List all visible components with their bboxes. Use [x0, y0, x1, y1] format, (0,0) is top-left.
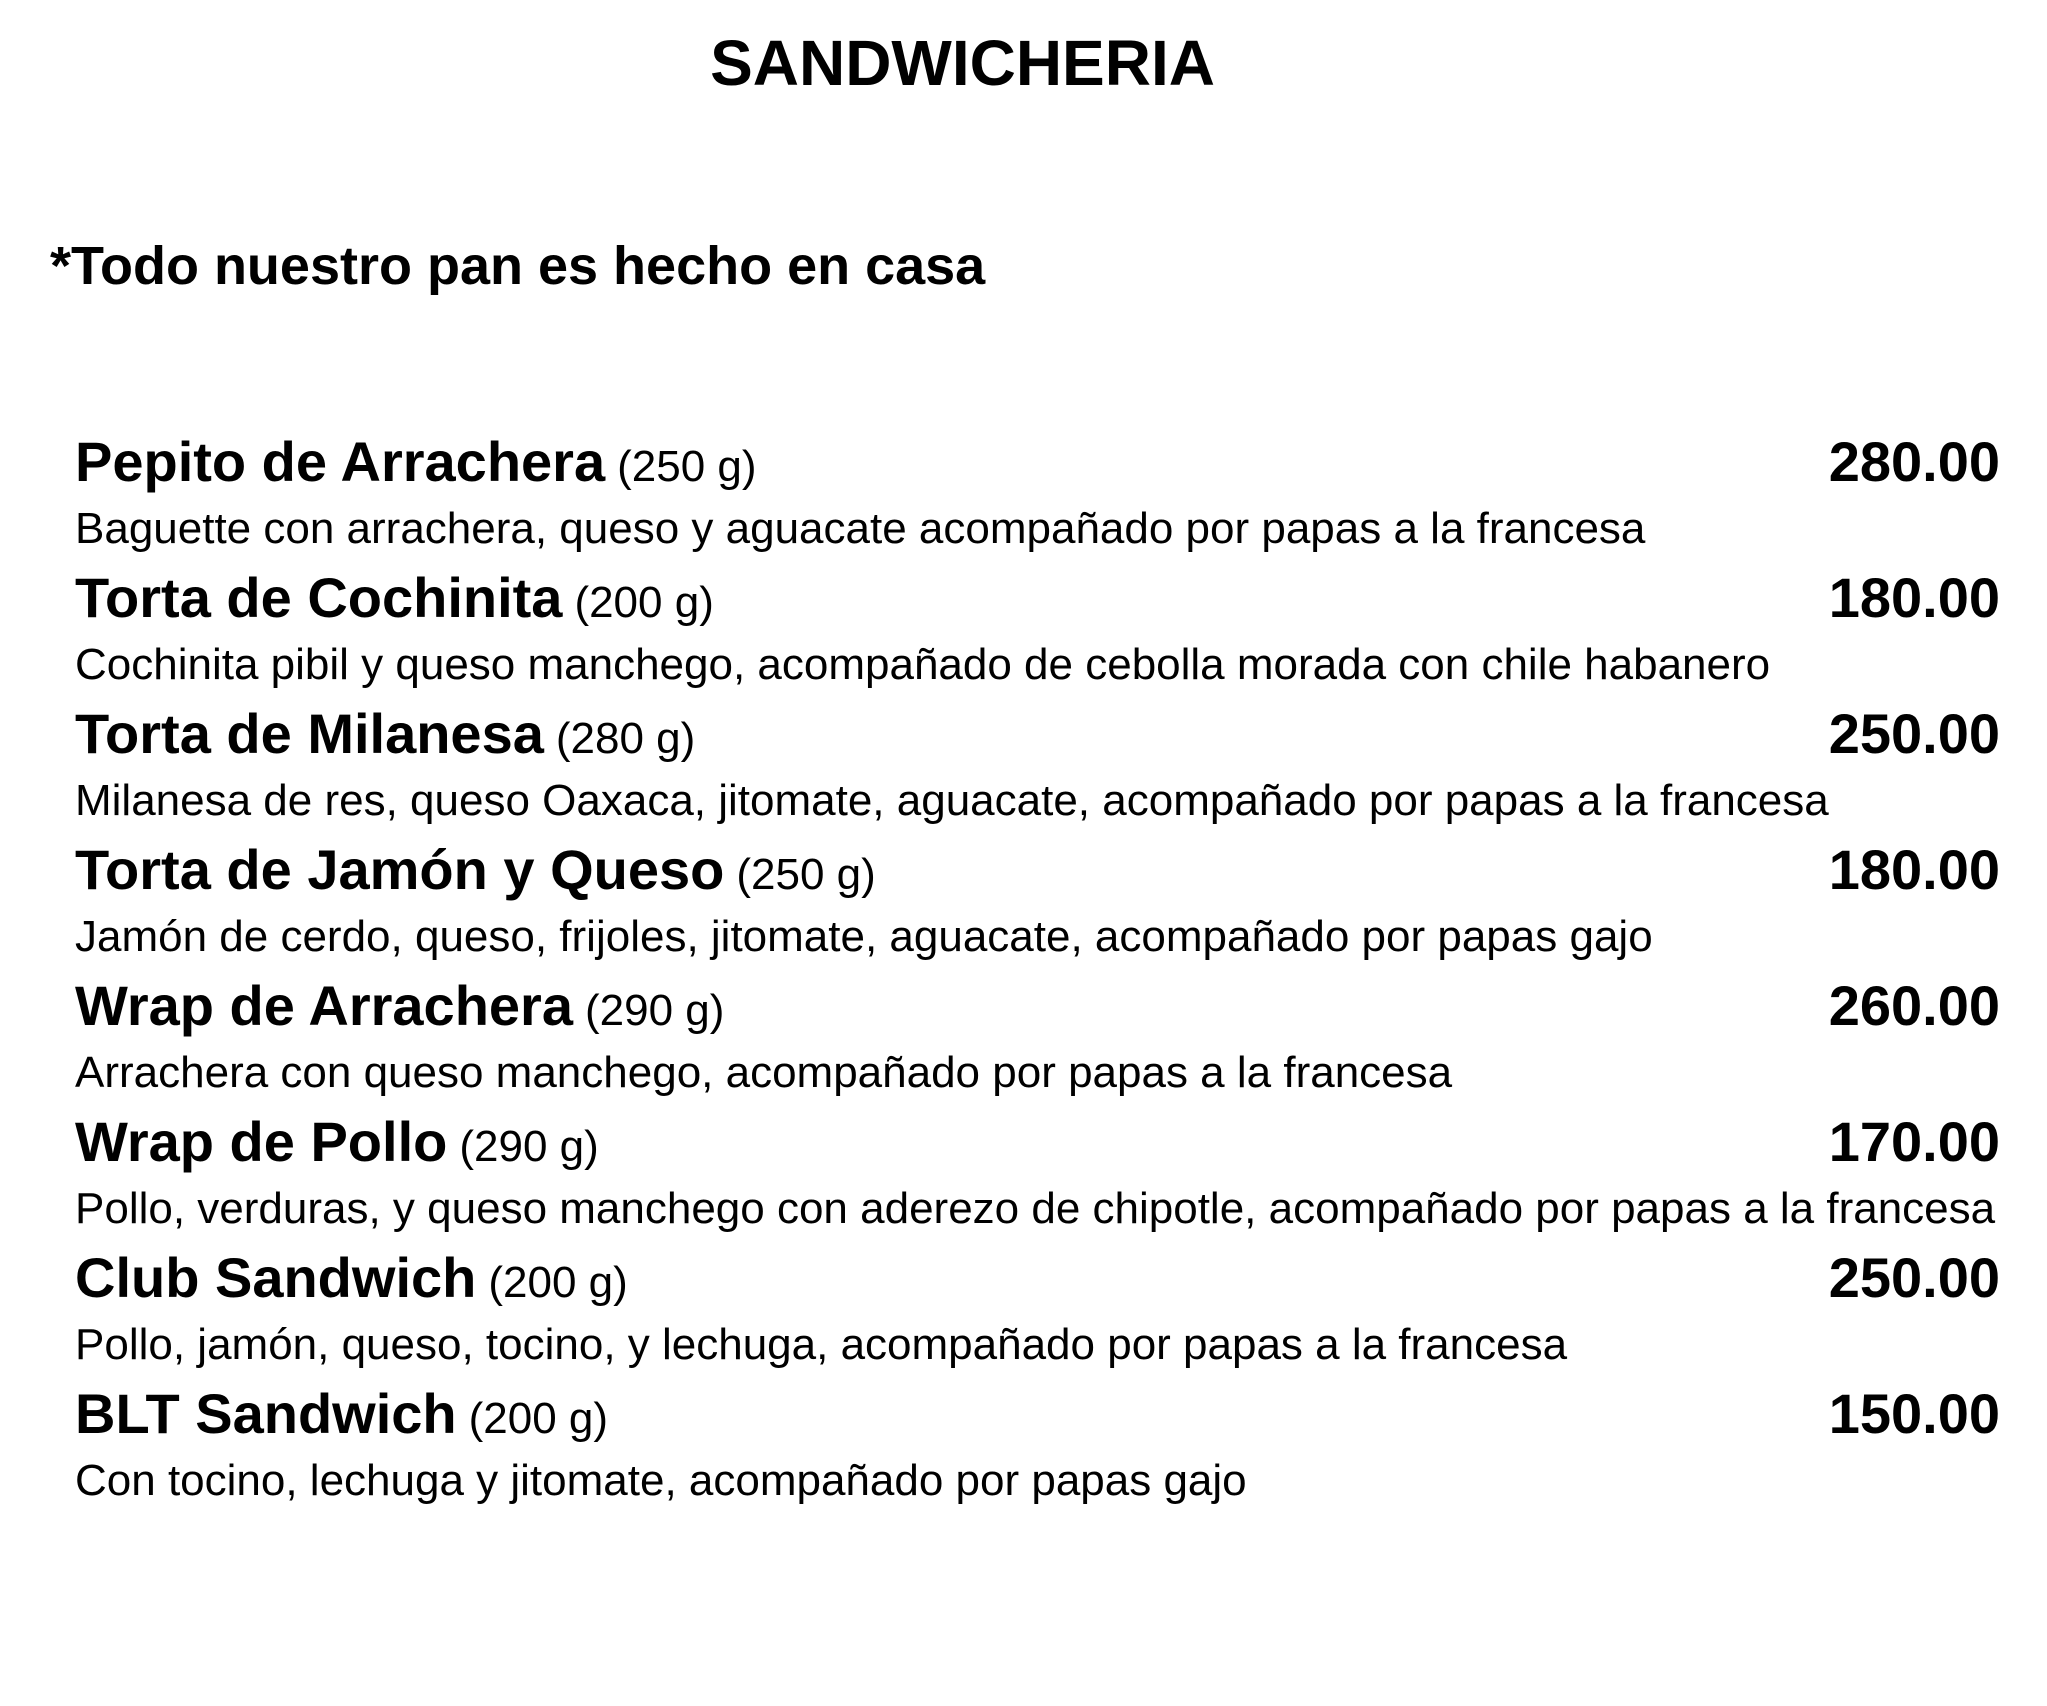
menu-item-header	[75, 972, 2000, 1040]
menu-item	[75, 836, 2000, 960]
menu-item-price: 180.00	[1828, 566, 2000, 629]
menu-item	[75, 1108, 2000, 1232]
menu-item-price: 280.00	[1828, 430, 2000, 493]
menu-item-header	[75, 564, 2000, 632]
menu-item-header	[75, 700, 2000, 768]
menu-item	[75, 700, 2000, 824]
menu-item-description: Cochinita pibil y queso manchego, acompañado de cebolla morada con chile habanero	[75, 640, 1771, 689]
menu-item-description: Pollo, verduras, y queso manchego con aderezo de chipotle, acompañado por papas a la francesa	[75, 1184, 1996, 1233]
menu-item-title	[75, 564, 714, 647]
menu-item-price: 250.00	[1828, 702, 2000, 765]
menu-item-weight: (290 g)	[459, 1122, 599, 1171]
menu-item-description: Pollo, jamón, queso, tocino, y lechuga, acompañado por papas a la francesa	[75, 1320, 1568, 1369]
menu-item-price: 150.00	[1828, 1382, 2000, 1445]
menu-title: SANDWICHERIA	[710, 27, 1215, 99]
menu-item-name: Club Sandwich	[75, 1246, 477, 1309]
menu-item-title	[75, 836, 876, 919]
menu-item-price: 260.00	[1828, 974, 2000, 1037]
menu-item-description: Arrachera con queso manchego, acompañado por papas a la francesa	[75, 1048, 1453, 1097]
menu-item-name: Torta de Cochinita	[75, 566, 563, 629]
menu-item-name: Torta de Milanesa	[75, 702, 544, 765]
menu-item	[75, 428, 2000, 552]
menu-item-name: Torta de Jamón y Queso	[75, 838, 725, 901]
menu-item-price: 170.00	[1828, 1110, 2000, 1173]
menu-item-name: Wrap de Pollo	[75, 1110, 448, 1173]
menu-item-weight: (200 g)	[468, 1394, 609, 1443]
menu-item-name: Pepito de Arrachera	[75, 430, 606, 493]
menu-item-weight: (200 g)	[488, 1258, 628, 1307]
menu-item	[75, 564, 2000, 688]
menu-item-title	[75, 972, 724, 1055]
menu-item-price: 250.00	[1828, 1246, 2000, 1309]
menu-item-price: 180.00	[1828, 838, 2000, 901]
menu-item-description: Baguette con arrachera, queso y aguacate acompañado por papas a la francesa	[75, 504, 1646, 553]
menu-item-weight: (250 g)	[617, 442, 757, 491]
menu-item-header	[75, 428, 2000, 496]
menu-item-header	[75, 1244, 2000, 1312]
menu-item-title	[75, 700, 695, 783]
menu-item-title	[75, 1380, 608, 1463]
menu-item	[75, 1380, 2000, 1504]
menu-item-weight: (290 g)	[584, 986, 725, 1035]
menu-item-description: Jamón de cerdo, queso, frijoles, jitomate, aguacate, acompañado por papas gajo	[75, 912, 1653, 961]
menu-items-list	[75, 428, 2000, 1516]
menu-item-description: Con tocino, lechuga y jitomate, acompañado por papas gajo	[75, 1456, 1247, 1505]
menu-item-title	[75, 1108, 599, 1191]
menu-item-weight: (250 g)	[736, 850, 876, 899]
menu-item	[75, 972, 2000, 1096]
menu-item-name: Wrap de Arrachera	[75, 974, 573, 1037]
menu-item-name: BLT Sandwich	[75, 1382, 457, 1445]
menu-item-header	[75, 1108, 2000, 1176]
menu-item-header	[75, 1380, 2000, 1448]
menu-item-header	[75, 836, 2000, 904]
menu-item-weight: (280 g)	[555, 714, 696, 763]
menu-item-description: Milanesa de res, queso Oaxaca, jitomate, aguacate, acompañado por papas a la francesa	[75, 776, 1829, 825]
bread-note: *Todo nuestro pan es hecho en casa	[50, 236, 986, 296]
menu-item	[75, 1244, 2000, 1368]
menu-item-weight: (200 g)	[574, 578, 714, 627]
menu-item-title	[75, 1244, 628, 1327]
menu-item-title	[75, 428, 757, 511]
